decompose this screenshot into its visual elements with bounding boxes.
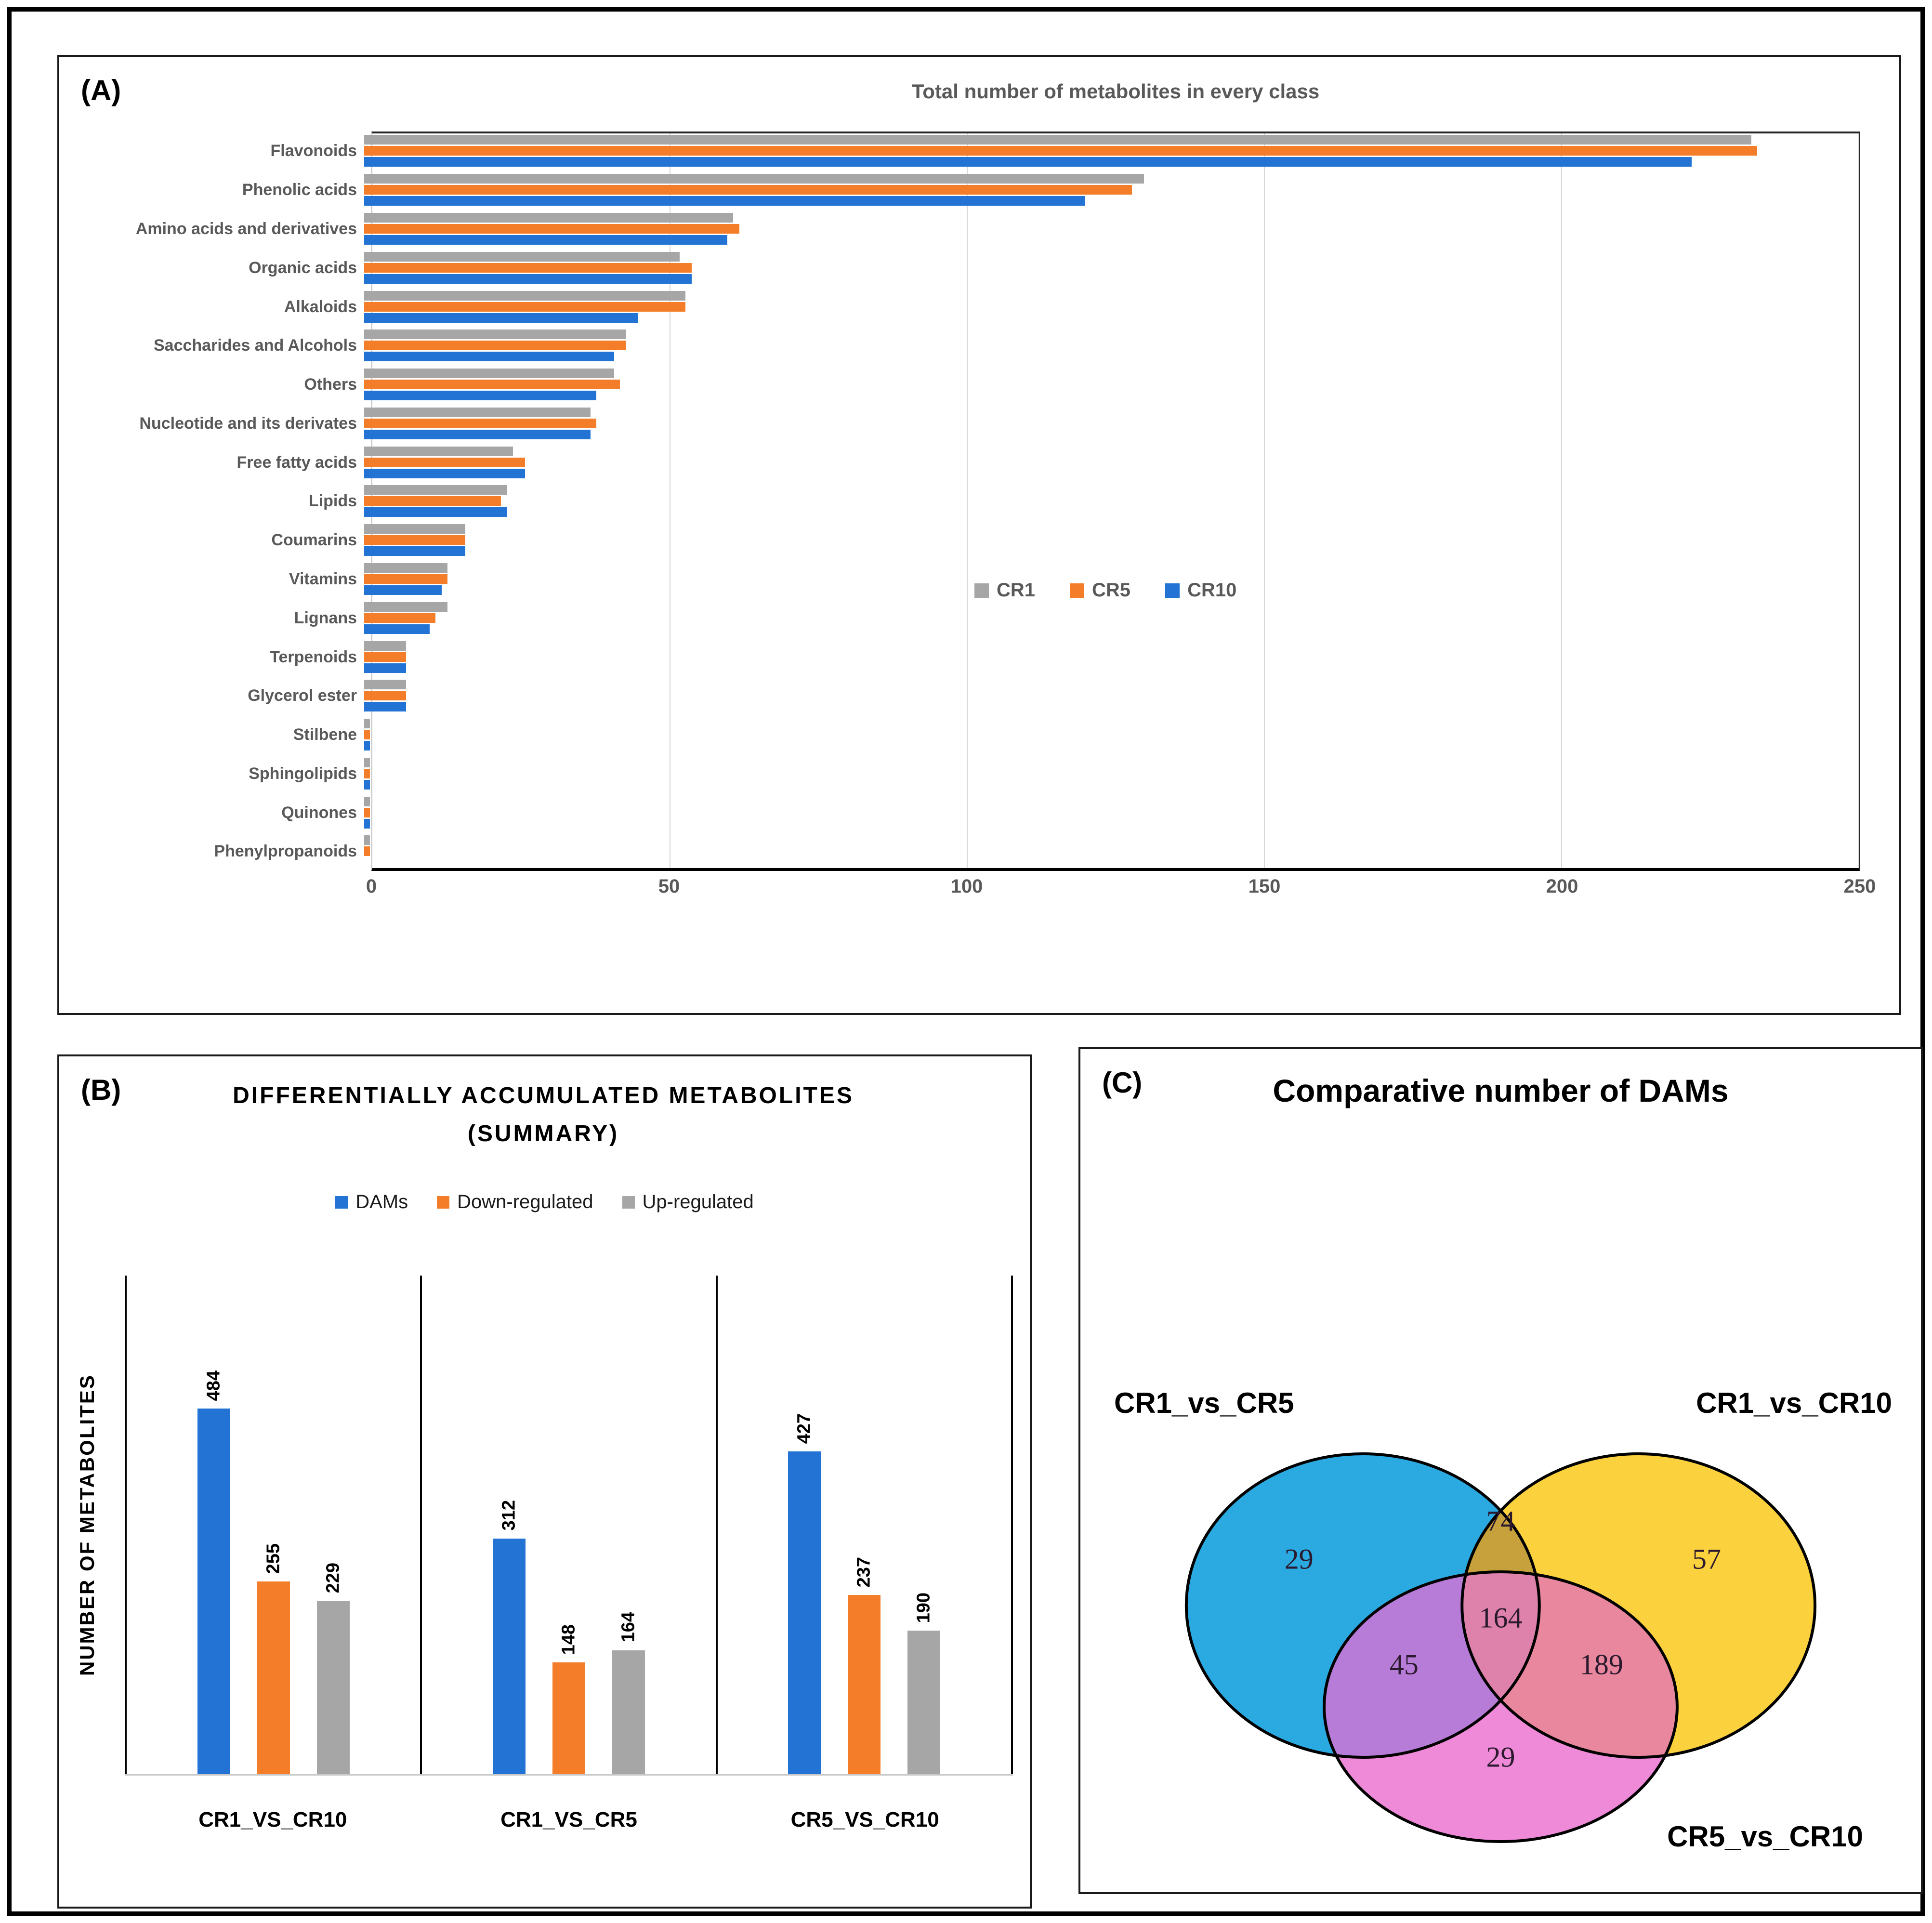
- category-bars: [364, 797, 1853, 829]
- bar-cr5: [364, 846, 370, 856]
- category-label: Amino acids and derivatives: [135, 219, 357, 238]
- legend-item-up-regulated: [622, 1191, 754, 1213]
- bar-cr10: [364, 469, 525, 478]
- bar-cr10: [364, 196, 1085, 206]
- legend-swatch-icon: [437, 1196, 449, 1209]
- bar-cr5: [364, 380, 620, 389]
- bar-down-regulated: [257, 1543, 290, 1774]
- category-row: [59, 758, 1860, 790]
- bar-cr1: [364, 291, 685, 301]
- bar-cr5: [364, 146, 1757, 156]
- category-label: Nucleotide and its derivates: [139, 414, 357, 433]
- bar-cr1: [364, 758, 370, 767]
- panel-c-label: (C): [1102, 1067, 1143, 1099]
- panel-b-legend: [59, 1191, 1030, 1213]
- legend-label: Up-regulated: [642, 1191, 754, 1212]
- panel-a-metabolite-classes: [57, 55, 1901, 1015]
- bar-cr10: [364, 780, 370, 790]
- bar-up-regulated: [317, 1563, 350, 1774]
- category-label: Terpenoids: [270, 647, 357, 666]
- category-row: [59, 213, 1860, 245]
- category-label: Glycerol ester: [248, 686, 357, 705]
- legend-swatch-icon: [622, 1196, 635, 1209]
- category-label: Flavonoids: [270, 142, 357, 160]
- legend-item-cr5: [1070, 580, 1130, 601]
- category-label: Quinones: [281, 803, 357, 822]
- x-tick-label: 250: [1843, 876, 1876, 897]
- bar-cr10: [364, 157, 1692, 167]
- bar-cr1: [364, 835, 370, 845]
- legend-label: CR1: [997, 580, 1036, 601]
- bar-cr5: [364, 535, 465, 545]
- category-bars: [364, 641, 1853, 673]
- bar-cr1: [364, 135, 1751, 145]
- category-label: Alkaloids: [284, 297, 357, 316]
- bar-cr1: [364, 563, 447, 573]
- bar-cr10: [364, 663, 406, 673]
- x-tick-label: 150: [1248, 876, 1281, 897]
- category-bars: [364, 524, 1853, 556]
- bar-cr10: [364, 585, 442, 595]
- x-tick-label: 50: [658, 876, 680, 897]
- legend-item-down-regulated: [437, 1191, 593, 1213]
- bar-value-label: 427: [794, 1413, 815, 1444]
- venn-count-cr1-vs-cr5-and-cr5-vs-cr10: 45: [1389, 1648, 1419, 1680]
- bar-cr10: [364, 313, 638, 323]
- venn-set-label-cr1-vs-cr5: CR1_vs_CR5: [1114, 1387, 1294, 1419]
- bar-cr5: [364, 652, 406, 662]
- legend-item-cr10: [1165, 580, 1236, 601]
- bar-cr1: [364, 174, 1144, 184]
- x-tick-label: 200: [1546, 876, 1578, 897]
- legend-swatch-icon: [1165, 583, 1180, 598]
- legend-label: CR10: [1187, 580, 1237, 601]
- bar-cr5: [364, 496, 501, 506]
- panel-b-x-axis-labels: [125, 1808, 1013, 1832]
- panel-b-plot-area: [125, 1276, 1013, 1776]
- bar-down-regulated: [552, 1624, 585, 1774]
- bar-value-label: 237: [854, 1556, 874, 1588]
- bar-cr1: [364, 719, 370, 728]
- x-category-label: CR1_VS_CR5: [500, 1808, 637, 1831]
- panel-a-x-axis: [59, 876, 1899, 905]
- bar-cr5: [364, 730, 370, 739]
- panel-a-legend: [974, 580, 1236, 601]
- category-label: Lignans: [294, 608, 357, 627]
- category-label: Others: [304, 375, 357, 394]
- category-row: [59, 524, 1860, 556]
- panel-b-title: [117, 1077, 970, 1153]
- legend-swatch-icon: [335, 1196, 348, 1209]
- category-row: [59, 719, 1860, 751]
- bar-value-label: 312: [499, 1500, 519, 1531]
- panel-c-title: Comparative number of DAMs: [1273, 1073, 1729, 1108]
- category-row: [59, 369, 1860, 400]
- bar-cr1: [364, 213, 733, 223]
- category-row: [59, 485, 1860, 517]
- panel-b-title-line2: (SUMMARY): [467, 1121, 619, 1147]
- bar-down-regulated: [848, 1556, 881, 1774]
- x-tick-label: 100: [950, 876, 983, 897]
- bar-value-label: 164: [618, 1612, 639, 1643]
- venn-count-cr1-vs-cr5-and-cr1-vs-cr10: 74: [1486, 1505, 1515, 1537]
- bar-cr5: [364, 691, 406, 700]
- bar-value-label: 148: [558, 1624, 579, 1655]
- panel-a-label: (A): [81, 74, 121, 106]
- bar-cr1: [364, 602, 447, 612]
- legend-swatch-icon: [974, 583, 989, 598]
- category-row: [59, 329, 1860, 361]
- panel-b-label: (B): [81, 1074, 121, 1106]
- x-tick-label: 0: [366, 876, 377, 897]
- bar-dams: [493, 1500, 526, 1774]
- category-label: Organic acids: [249, 258, 357, 277]
- category-bars: [364, 291, 1853, 323]
- bar-cr5: [364, 263, 692, 273]
- panel-a-rows: [59, 132, 1860, 871]
- category-label: Stilbene: [293, 725, 357, 744]
- bar-cr1: [364, 447, 513, 456]
- bar-cr5: [364, 341, 626, 350]
- bar-cr5: [364, 613, 435, 623]
- venn-set-label-cr5-vs-cr10: CR5_vs_CR10: [1667, 1820, 1863, 1853]
- category-bars: [364, 213, 1853, 245]
- category-label: Coumarins: [271, 531, 357, 550]
- venn-count-cr5-vs-cr10-only: 29: [1486, 1741, 1515, 1773]
- bar-cr5: [364, 769, 370, 778]
- panel-b-dams-summary: [57, 1054, 1032, 1909]
- category-row: [59, 291, 1860, 323]
- panel-a-title: Total number of metabolites in every class: [911, 80, 1320, 103]
- bar-dams: [788, 1413, 821, 1774]
- category-row: [59, 408, 1860, 439]
- bar-cr10: [364, 624, 430, 634]
- bar-cr1: [364, 485, 507, 495]
- category-row: [59, 174, 1860, 206]
- panel-b-title-line1: DIFFERENTIALLY ACCUMULATED METABOLITES: [233, 1083, 854, 1108]
- legend-label: DAMs: [355, 1191, 408, 1212]
- bar-up-regulated: [907, 1592, 940, 1774]
- bar-cr1: [364, 641, 406, 651]
- category-bars: [364, 447, 1853, 478]
- bar-cr10: [364, 235, 727, 245]
- bar-cr1: [364, 524, 465, 534]
- bar-group-cr1_vs_cr5: [420, 1276, 715, 1774]
- category-bars: [364, 329, 1853, 361]
- category-label: Lipids: [308, 492, 357, 511]
- bar-cr5: [364, 458, 525, 467]
- bar-value-label: 484: [203, 1370, 224, 1401]
- bar-cr10: [364, 274, 692, 284]
- bar-cr1: [364, 252, 680, 262]
- bar-cr10: [364, 702, 406, 711]
- legend-swatch-icon: [1070, 583, 1084, 598]
- bar-cr10: [364, 430, 591, 439]
- venn-set-label-cr1-vs-cr10: CR1_vs_CR10: [1696, 1387, 1892, 1419]
- category-row: [59, 602, 1860, 634]
- bar-cr1: [364, 680, 406, 689]
- category-bars: [364, 252, 1853, 284]
- category-label: Free fatty acids: [237, 453, 357, 472]
- bar-group-cr1_vs_cr10: [125, 1276, 420, 1774]
- category-label: Phenylpropanoids: [214, 842, 357, 861]
- x-category-label: CR5_VS_CR10: [790, 1808, 939, 1831]
- bar-dams: [197, 1370, 230, 1774]
- venn-count-cr1-vs-cr10-only: 57: [1692, 1543, 1722, 1575]
- bar-cr5: [364, 185, 1132, 195]
- bar-cr5: [364, 808, 370, 817]
- panel-c-venn-dams: [1078, 1047, 1923, 1894]
- bar-cr10: [364, 352, 614, 361]
- legend-label: Down-regulated: [457, 1191, 593, 1212]
- legend-item-cr1: [974, 580, 1035, 601]
- category-bars: [364, 719, 1853, 751]
- category-bars: [364, 758, 1853, 790]
- legend-item-dams: [335, 1191, 408, 1213]
- category-row: [59, 680, 1860, 711]
- bar-cr1: [364, 797, 370, 806]
- bar-cr1: [364, 408, 591, 417]
- bar-value-label: 190: [913, 1592, 934, 1623]
- category-row: [59, 797, 1860, 829]
- bar-cr5: [364, 302, 685, 312]
- bar-group-cr5_vs_cr10: [716, 1276, 1013, 1774]
- category-label: Sphingolipids: [249, 764, 357, 783]
- category-bars: [364, 835, 1853, 867]
- category-bars: [364, 135, 1853, 167]
- bar-cr1: [364, 369, 614, 378]
- category-bars: [364, 485, 1853, 517]
- category-row: [59, 447, 1860, 478]
- bar-cr10: [364, 391, 596, 400]
- bar-value-label: 255: [263, 1543, 284, 1574]
- bar-cr5: [364, 224, 739, 234]
- bar-cr10: [364, 507, 507, 517]
- bar-cr1: [364, 329, 626, 339]
- x-category-label: CR1_VS_CR10: [198, 1808, 347, 1831]
- bar-cr5: [364, 574, 447, 584]
- bar-cr10: [364, 741, 370, 751]
- legend-label: CR5: [1092, 580, 1131, 601]
- category-bars: [364, 174, 1853, 206]
- category-label: Saccharides and Alcohols: [154, 336, 357, 355]
- category-label: Vitamins: [289, 569, 357, 588]
- category-bars: [364, 369, 1853, 400]
- bar-cr10: [364, 819, 370, 829]
- bar-up-regulated: [612, 1612, 645, 1774]
- category-bars: [364, 408, 1853, 439]
- bar-cr10: [364, 546, 465, 556]
- panel-b-y-axis-label: NUMBER OF METABOLITES: [76, 1374, 98, 1676]
- category-row: [59, 135, 1860, 167]
- category-row: [59, 563, 1860, 595]
- category-bars: [364, 680, 1853, 711]
- category-row: [59, 835, 1860, 867]
- venn-count-cr1-vs-cr5-only: 29: [1284, 1543, 1314, 1575]
- category-label: Phenolic acids: [242, 181, 357, 199]
- figure-outer-border: [7, 7, 1925, 1916]
- venn-count-all-three: 164: [1479, 1602, 1523, 1634]
- category-row: [59, 252, 1860, 284]
- venn-count-cr1-vs-cr10-and-cr5-vs-cr10: 189: [1579, 1648, 1623, 1680]
- bar-cr5: [364, 419, 596, 428]
- category-bars: [364, 602, 1853, 634]
- bar-value-label: 229: [323, 1563, 343, 1594]
- category-row: [59, 641, 1860, 673]
